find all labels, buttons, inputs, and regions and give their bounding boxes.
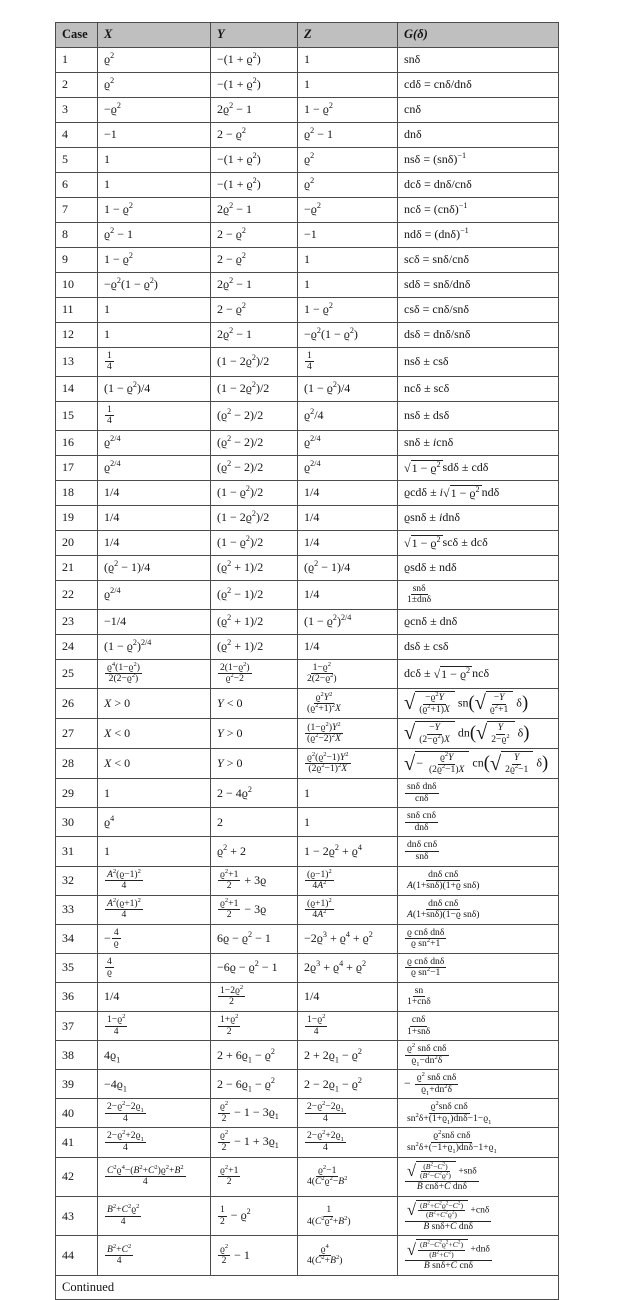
cell-x: X > 0 [98, 689, 211, 719]
cell-y: $(ϱ^2 + 1)/2$ [211, 555, 298, 580]
cell-g: ϱsdδ ± ndδ [398, 555, 559, 580]
cell-case: 11 [56, 297, 98, 322]
column-header-g-delta: G(δ) [398, 23, 559, 48]
cell-case: 1 [56, 47, 98, 72]
cell-case: 28 [56, 749, 98, 779]
table-row [56, 1196, 559, 1235]
table-row [56, 1041, 559, 1070]
cell-x: 1 [98, 837, 211, 866]
table-row [56, 1012, 559, 1041]
cell-g: $nd\delta = (dn\delta)^{-1}$ [398, 222, 559, 247]
cell-z: $1 - ϱ^2$ [298, 297, 398, 322]
table-row [56, 659, 559, 688]
cell-x: 1/4 [98, 530, 211, 555]
table-row [56, 197, 559, 222]
cell-y: $\frac{1-2ϱ^2}{2}$ [211, 982, 298, 1011]
cell-x: $ϱ^{2/4}$ [98, 580, 211, 609]
cell-g: sdδ = snδ/dnδ [398, 272, 559, 297]
cell-case: 33 [56, 895, 98, 924]
table-row [56, 953, 559, 982]
table-row [56, 1099, 559, 1128]
cell-z: 1/4 [298, 580, 398, 609]
cell-z: 1/4 [298, 634, 398, 659]
cell-x: $\frac{C^2ϱ^4-(B^2+C^2)ϱ^2+B^2}{4}$ [98, 1157, 211, 1196]
cell-x: 1 [98, 297, 211, 322]
cell-x: −1 [98, 122, 211, 147]
cell-case: 21 [56, 555, 98, 580]
cell-case: 8 [56, 222, 98, 247]
cell-z: $\frac{1}{4}$ [298, 347, 398, 376]
cell-case: 7 [56, 197, 98, 222]
cell-g: ϱ cnδ dnδ ϱ $sn^2-1$ [398, 953, 559, 982]
cell-z: $\frac{1-ϱ^2}{2(2-ϱ^2)}$ [298, 659, 398, 688]
cell-g: $ϱ^2sn\delta$ cnδ $sn^2\delta+(1+ϱ_1)dn\delta-1-ϱ_1$ [398, 1099, 559, 1128]
cell-y: Y < 0 [211, 689, 298, 719]
table-row [56, 1236, 559, 1275]
table-row [56, 837, 559, 866]
cell-z: $ϱ^{2/4}$ [298, 455, 398, 480]
cell-x: $4ϱ_1$ [98, 1041, 211, 1070]
cell-y: $2ϱ^2 - 1$ [211, 272, 298, 297]
table-row [56, 895, 559, 924]
cell-case: 29 [56, 779, 98, 808]
table-row [56, 455, 559, 480]
cell-z: $\frac{ϱ^2Y^2}{(ϱ^2+1)^2X}$ [298, 689, 398, 719]
cell-x: 1/4 [98, 505, 211, 530]
cell-x: $(1 - ϱ^2)^{2/4}$ [98, 634, 211, 659]
cell-x: $1 - ϱ^2$ [98, 197, 211, 222]
table-row [56, 322, 559, 347]
cell-x: $1 - ϱ^2$ [98, 247, 211, 272]
cell-g: dcδ ± √ $1 - ϱ^2$ ncδ [398, 659, 559, 688]
cell-g: snδ cnδ dnδ [398, 808, 559, 837]
cell-y: $\frac{1}{2}$ − $ϱ^2$ [211, 1196, 298, 1235]
cell-y: $2ϱ^2 - 1$ [211, 322, 298, 347]
cell-g: sn 1+cnδ [398, 982, 559, 1011]
table-row [56, 580, 559, 609]
cell-x: $ϱ^4$ [98, 808, 211, 837]
cell-z: $(1 - ϱ^2)^{2/4}$ [298, 609, 398, 634]
cell-case: 25 [56, 659, 98, 688]
table-row [56, 247, 559, 272]
cell-x: $(ϱ^2 - 1)/4$ [98, 555, 211, 580]
cell-z: 1 [298, 72, 398, 97]
cell-y: $(1 - ϱ^2)/2$ [211, 480, 298, 505]
cell-g: nsδ ± dsδ [398, 401, 559, 430]
cell-case: 16 [56, 430, 98, 455]
cell-g: ϱ cnδ dnδ ϱ $sn^2+1$ [398, 924, 559, 953]
cell-case: 12 [56, 322, 98, 347]
cell-y: $-(1 + ϱ^2)$ [211, 172, 298, 197]
cell-z: 1 [298, 47, 398, 72]
cell-y: $2 - ϱ^2$ [211, 297, 298, 322]
cell-case: 39 [56, 1070, 98, 1099]
cell-case: 9 [56, 247, 98, 272]
table-row [56, 480, 559, 505]
cell-x: $-ϱ^2(1 - ϱ^2)$ [98, 272, 211, 297]
cell-case: 34 [56, 924, 98, 953]
cell-y: $\frac{1+ϱ^2}{2}$ [211, 1012, 298, 1041]
table-row [56, 376, 559, 401]
cell-case: 31 [56, 837, 98, 866]
cell-case: 22 [56, 580, 98, 609]
table-row [56, 72, 559, 97]
cell-z: $(ϱ^2 - 1)/4$ [298, 555, 398, 580]
cell-x: − $\frac{4}{ϱ}$ [98, 924, 211, 953]
cell-g: ncδ ± scδ [398, 376, 559, 401]
cell-g: csδ = cnδ/snδ [398, 297, 559, 322]
cell-z: $2 - 2ϱ_1 - ϱ^2$ [298, 1070, 398, 1099]
table-row [56, 924, 559, 953]
cell-case: 26 [56, 689, 98, 719]
cell-z: $ϱ^2$ [298, 172, 398, 197]
table-row [56, 866, 559, 895]
cell-x: $ϱ^2 - 1$ [98, 222, 211, 247]
cell-x: $ϱ^2$ [98, 72, 211, 97]
cell-g: √ $1 - ϱ^2$ sdδ ± cdδ [398, 455, 559, 480]
cell-y: $2ϱ^2 - 1$ [211, 197, 298, 222]
cell-z: $ϱ^2 - 1$ [298, 122, 398, 147]
cell-y: $\frac{ϱ^2}{2}$ − $1 - 3ϱ_1$ [211, 1099, 298, 1128]
table-row [56, 779, 559, 808]
cell-z: 1/4 [298, 505, 398, 530]
column-header-case: Case [56, 23, 98, 48]
column-header-x: X [98, 23, 211, 48]
cell-g: √ $\frac{(B^2+C^2ϱ^2-C^2)}{(B^2+C^2ϱ^2)}$ +cnδ B snδ+C dnδ [398, 1196, 559, 1235]
cell-g: dnδ cnδ snδ [398, 837, 559, 866]
cell-x: $ϱ^2$ [98, 47, 211, 72]
table-row [56, 749, 559, 779]
cell-z: $\frac{2-ϱ^2-2ϱ_1}{4}$ [298, 1099, 398, 1128]
cell-case: 4 [56, 122, 98, 147]
cell-g: $nc\delta = (cn\delta)^{-1}$ [398, 197, 559, 222]
cell-x: $-4ϱ_1$ [98, 1070, 211, 1099]
cell-case: 27 [56, 719, 98, 749]
cell-g: cnδ 1+snδ [398, 1012, 559, 1041]
cell-z: $\frac{ϱ^2-1}{4(C^2ϱ^2-B^2}$ [298, 1157, 398, 1196]
cell-y: $2 + 6ϱ_1 - ϱ^2$ [211, 1041, 298, 1070]
cell-x: 1/4 [98, 982, 211, 1011]
cell-x: $ϱ^{2/4}$ [98, 455, 211, 480]
elliptic-function-cases-table [55, 22, 559, 1300]
cell-x: X < 0 [98, 749, 211, 779]
cell-x: $\frac{2-ϱ^2-2ϱ_1}{4}$ [98, 1099, 211, 1128]
table-row [56, 609, 559, 634]
table-row [56, 555, 559, 580]
cell-y: $(1 - 2ϱ^2)/2$ [211, 347, 298, 376]
cell-x: $\frac{B^2+C^2}{4}$ [98, 1236, 211, 1275]
cell-z: 1 [298, 272, 398, 297]
table-row [56, 634, 559, 659]
cell-case: 30 [56, 808, 98, 837]
cell-y: $(ϱ^2 - 1)/2$ [211, 580, 298, 609]
cell-z: $1 - ϱ^2$ [298, 97, 398, 122]
cell-case: 19 [56, 505, 98, 530]
cell-z: $2ϱ^3 + ϱ^4 + ϱ^2$ [298, 953, 398, 982]
cell-case: 14 [56, 376, 98, 401]
table-row [56, 147, 559, 172]
cell-x: −1/4 [98, 609, 211, 634]
cell-z: $\frac{(ϱ-1)^2}{4A^2}$ [298, 866, 398, 895]
cell-z: $\frac{1-ϱ^2}{4}$ [298, 1012, 398, 1041]
cell-case: 24 [56, 634, 98, 659]
cell-case: 18 [56, 480, 98, 505]
cell-y: $\frac{ϱ^2}{2}$ − $1 + 3ϱ_1$ [211, 1128, 298, 1157]
cell-y: $(ϱ^2 - 2)/2$ [211, 430, 298, 455]
table-row [56, 719, 559, 749]
cell-z: $\frac{2-ϱ^2+2ϱ_1}{4}$ [298, 1128, 398, 1157]
cell-case: 2 [56, 72, 98, 97]
table-row [56, 272, 559, 297]
cell-y: $(ϱ^2 + 1)/2$ [211, 609, 298, 634]
cell-z: $ϱ^2$ [298, 147, 398, 172]
cell-y: $\frac{ϱ^2}{2}$ − 1 [211, 1236, 298, 1275]
table-row [56, 505, 559, 530]
cell-x: $\frac{1}{4}$ [98, 347, 211, 376]
cell-x: 1/4 [98, 480, 211, 505]
continued-label: Continued [56, 1275, 559, 1300]
cell-z: $\frac{(1-ϱ^2)Y^2}{(ϱ^2-2)^2X}$ [298, 719, 398, 749]
table-row [56, 401, 559, 430]
cell-x: $\frac{4}{ϱ}$ [98, 953, 211, 982]
cell-z: $-ϱ^2$ [298, 197, 398, 222]
cell-z: $ϱ^2/4$ [298, 401, 398, 430]
cell-y: $2 - ϱ^2$ [211, 222, 298, 247]
cell-x: 1 [98, 172, 211, 197]
cell-z: $1 - 2ϱ^2 + ϱ^4$ [298, 837, 398, 866]
cell-g: dcδ = dnδ/cnδ [398, 172, 559, 197]
cell-y: $2 - 4ϱ^2$ [211, 779, 298, 808]
cell-y: $2 - ϱ^2$ [211, 122, 298, 147]
cell-y: Y > 0 [211, 749, 298, 779]
cell-y: $\frac{2(1-ϱ^2)}{ϱ^2-2}$ [211, 659, 298, 688]
cell-y: $(ϱ^2 - 2)/2$ [211, 401, 298, 430]
cell-z: $\frac{(ϱ+1)^2}{4A^2}$ [298, 895, 398, 924]
table-row [56, 430, 559, 455]
cell-z: $\frac{1}{4(C^2ϱ^2+B^2)}$ [298, 1196, 398, 1235]
cell-z: 1/4 [298, 982, 398, 1011]
cell-y: $\frac{ϱ^2+1}{2}$ − 3ϱ [211, 895, 298, 924]
header-row [56, 23, 559, 48]
cell-z: −1 [298, 222, 398, 247]
cell-y: $(1 - ϱ^2)/2$ [211, 530, 298, 555]
cell-g: snδ dnδ cnδ [398, 779, 559, 808]
cell-y: 2 [211, 808, 298, 837]
cell-g: snδ ± icnδ [398, 430, 559, 455]
table-row [56, 172, 559, 197]
cell-g: cdδ = cnδ/dnδ [398, 72, 559, 97]
cell-case: 36 [56, 982, 98, 1011]
cell-case: 44 [56, 1236, 98, 1275]
table-row [56, 1128, 559, 1157]
cell-x: 1 [98, 779, 211, 808]
cell-g: dnδ cnδ A(1+snδ)(1−ϱ snδ) [398, 895, 559, 924]
cell-z: $-ϱ^2(1 - ϱ^2)$ [298, 322, 398, 347]
cell-y: $-6ϱ - ϱ^2 - 1$ [211, 953, 298, 982]
table-row [56, 1157, 559, 1196]
cell-z: 1 [298, 779, 398, 808]
cell-g: ϱsnδ ± idnδ [398, 505, 559, 530]
cell-g: √ $\frac{-ϱ^2Y}{(ϱ^2+1)X}$ sn( √ $\frac{-Y}{ϱ^2+1}$ δ) [398, 689, 559, 719]
cell-g: − $ϱ^2$ snδ cnδ $ϱ_1+dn^2\delta$ [398, 1070, 559, 1099]
table-row [56, 689, 559, 719]
table-footer [56, 1275, 559, 1300]
cell-g: dnδ [398, 122, 559, 147]
cell-y: $(1 - 2ϱ^2)/2$ [211, 376, 298, 401]
cell-case: 3 [56, 97, 98, 122]
cell-case: 43 [56, 1196, 98, 1235]
cell-z: 1 [298, 247, 398, 272]
cell-g: ϱcnδ ± dnδ [398, 609, 559, 634]
cell-y: $(ϱ^2 + 1)/2$ [211, 634, 298, 659]
cell-x: 1 [98, 147, 211, 172]
cell-z: 1/4 [298, 530, 398, 555]
cell-x: $\frac{2-ϱ^2+2ϱ_1}{4}$ [98, 1128, 211, 1157]
cell-g: √ $1 - ϱ^2$ scδ ± dcδ [398, 530, 559, 555]
cell-g: nsδ ± csδ [398, 347, 559, 376]
cell-case: 35 [56, 953, 98, 982]
cell-case: 15 [56, 401, 98, 430]
cell-g: dsδ = dnδ/snδ [398, 322, 559, 347]
cell-y: $(1 - 2ϱ^2)/2$ [211, 505, 298, 530]
cell-g: √ $\frac{(B^2-C^2)}{(B^2-C^2ϱ^2)}$ +snδ B cnδ+C dnδ [398, 1157, 559, 1196]
cell-g: √ $\frac{-Y}{(2-ϱ^2)X}$ dn( √ $\frac{Y}{2-ϱ^2}$ δ) [398, 719, 559, 749]
cell-x: $(1 - ϱ^2)/4$ [98, 376, 211, 401]
table-row [56, 1070, 559, 1099]
cell-y: $6ϱ - ϱ^2 - 1$ [211, 924, 298, 953]
cell-z: 1/4 [298, 480, 398, 505]
cell-g: snδ [398, 47, 559, 72]
table-header [56, 23, 559, 48]
cell-x: $ϱ^{2/4}$ [98, 430, 211, 455]
cell-g: ϱcdδ ± i √ $1 - ϱ^2$ ndδ [398, 480, 559, 505]
cell-g: dnδ cnδ A(1+snδ)(1+ϱ snδ) [398, 866, 559, 895]
cell-x: $\frac{ϱ^4(1-ϱ^2)}{2(2-ϱ^2)}$ [98, 659, 211, 688]
table-row [56, 808, 559, 837]
table-row [56, 47, 559, 72]
table-row [56, 530, 559, 555]
cell-y: $2 - ϱ^2$ [211, 247, 298, 272]
footer-row [56, 1275, 559, 1300]
table-row [56, 122, 559, 147]
cell-g: √ − $\frac{ϱ^2Y}{(2ϱ^2-1)X}$ cn( √ $\frac{Y}{2ϱ^2-1}$ δ) [398, 749, 559, 779]
table-row [56, 347, 559, 376]
table-body [56, 47, 559, 1275]
table-row [56, 97, 559, 122]
cell-z: $ϱ^{2/4}$ [298, 430, 398, 455]
cell-x: $\frac{1}{4}$ [98, 401, 211, 430]
cell-y: Y > 0 [211, 719, 298, 749]
cell-case: 17 [56, 455, 98, 480]
cell-y: $-(1 + ϱ^2)$ [211, 72, 298, 97]
cell-x: X < 0 [98, 719, 211, 749]
cell-y: $-(1 + ϱ^2)$ [211, 147, 298, 172]
cell-z: $\frac{ϱ^4}{4(C^2+B^2)}$ [298, 1236, 398, 1275]
cell-case: 37 [56, 1012, 98, 1041]
table-row [56, 982, 559, 1011]
cell-case: 10 [56, 272, 98, 297]
cell-z: $(1 - ϱ^2)/4$ [298, 376, 398, 401]
cell-case: 40 [56, 1099, 98, 1128]
cell-y: $2 - 6ϱ_1 - ϱ^2$ [211, 1070, 298, 1099]
cell-x: $-ϱ^2$ [98, 97, 211, 122]
cell-case: 20 [56, 530, 98, 555]
cell-case: 5 [56, 147, 98, 172]
cell-z: $-2ϱ^3 + ϱ^4 + ϱ^2$ [298, 924, 398, 953]
table-row [56, 222, 559, 247]
cell-g: cnδ [398, 97, 559, 122]
cell-y: $2ϱ^2 - 1$ [211, 97, 298, 122]
cell-y: $\frac{ϱ^2+1}{2}$ [211, 1157, 298, 1196]
cell-y: $ϱ^2 + 2$ [211, 837, 298, 866]
cell-case: 6 [56, 172, 98, 197]
cell-x: $\frac{B^2+C^2ϱ^2}{4}$ [98, 1196, 211, 1235]
cell-y: $-(1 + ϱ^2)$ [211, 47, 298, 72]
table-row [56, 297, 559, 322]
cell-case: 32 [56, 866, 98, 895]
column-header-y: Y [211, 23, 298, 48]
cell-z: $\frac{ϱ^2(ϱ^2-1)Y^2}{(2ϱ^2-1)^2X}$ [298, 749, 398, 779]
cell-g: $ϱ^2sn\delta$ cnδ $sn^2\delta+(-1+ϱ_1)dn\delta-1+ϱ_1$ [398, 1128, 559, 1157]
cell-case: 13 [56, 347, 98, 376]
cell-g: $ϱ^2$ snδ cnδ $ϱ_1-dn^2\delta$ [398, 1041, 559, 1070]
cell-y: $(ϱ^2 - 2)/2$ [211, 455, 298, 480]
cell-x: $\frac{A^2(ϱ-1)^2}{4}$ [98, 866, 211, 895]
cell-g: √ $\frac{(B^2-C^2ϱ^2+C^2)}{(B^2+C^2)}$ +dnδ B snδ+C cnδ [398, 1236, 559, 1275]
cell-case: 42 [56, 1157, 98, 1196]
cell-x: $\frac{A^2(ϱ+1)^2}{4}$ [98, 895, 211, 924]
cell-x: 1 [98, 322, 211, 347]
cell-g: dsδ ± csδ [398, 634, 559, 659]
cell-y: $\frac{ϱ^2+1}{2}$ + 3ϱ [211, 866, 298, 895]
cell-g: $ns\delta = (sn\delta)^{-1}$ [398, 147, 559, 172]
cell-g: snδ 1±dnδ [398, 580, 559, 609]
column-header-z: Z [298, 23, 398, 48]
cell-x: $\frac{1-ϱ^2}{4}$ [98, 1012, 211, 1041]
cell-case: 23 [56, 609, 98, 634]
cell-case: 38 [56, 1041, 98, 1070]
cell-g: scδ = snδ/cnδ [398, 247, 559, 272]
cell-z: 1 [298, 808, 398, 837]
cell-case: 41 [56, 1128, 98, 1157]
cell-z: $2 + 2ϱ_1 - ϱ^2$ [298, 1041, 398, 1070]
